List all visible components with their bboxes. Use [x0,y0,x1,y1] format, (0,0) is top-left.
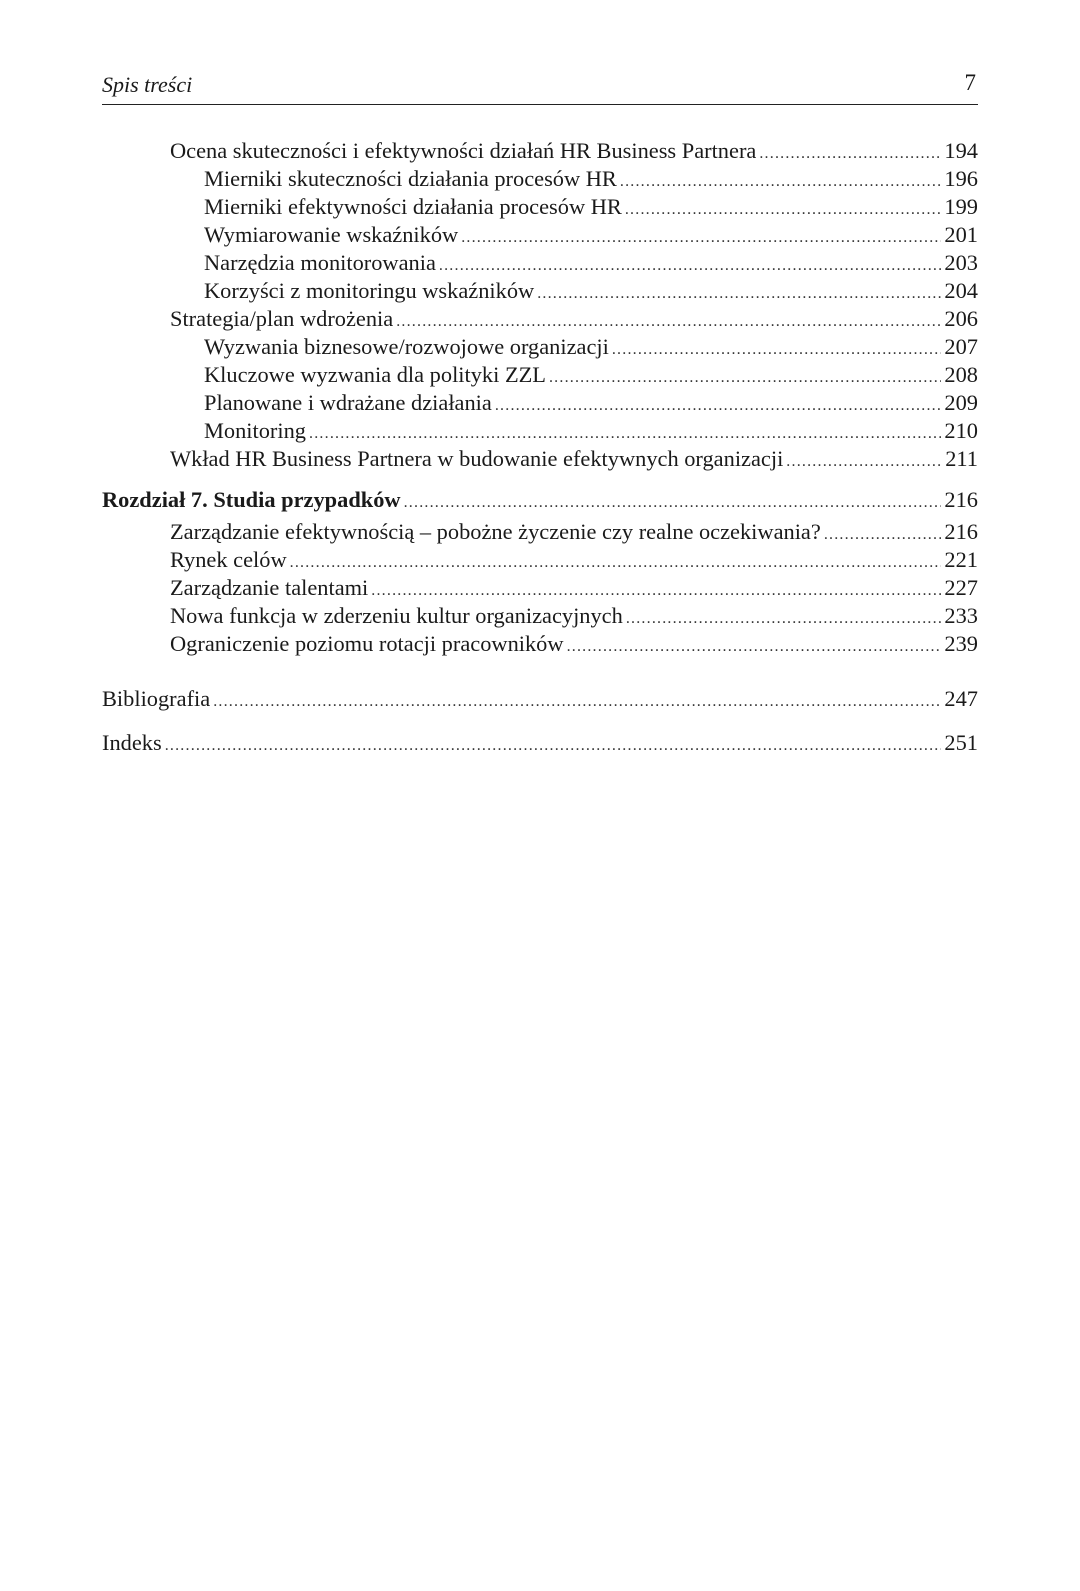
toc-entry-page: 207 [944,334,978,359]
toc-entry-label: Mierniki efektywności działania procesów HR [204,194,622,219]
toc-entry-page: 211 [945,446,978,471]
toc-backmatter-entry[interactable] [102,685,978,713]
dot-leader [537,280,941,308]
dot-leader [620,168,942,196]
toc-entry-page: 208 [944,362,978,387]
toc-entry[interactable] [170,137,978,165]
toc-entry[interactable] [204,249,978,277]
toc-entry-page: 216 [944,487,978,512]
toc-entry-label: Narzędzia monitorowania [204,250,436,275]
toc-entry-page: 227 [944,575,978,600]
toc-entry[interactable] [170,630,978,658]
toc-backmatter-entry[interactable] [102,729,978,757]
toc-entry-page: 216 [944,519,978,544]
toc-entry-page: 233 [944,603,978,628]
toc-entry-page: 204 [944,278,978,303]
dot-leader [495,392,942,420]
toc-entry-label: Zarządzanie talentami [170,575,369,600]
toc-entry-label: Rozdział 7. Studia przypadków [102,487,401,512]
toc-entry-label: Monitoring [204,418,307,443]
dot-leader [786,448,942,476]
toc-entry[interactable] [204,417,978,445]
toc-entry-label: Ocena skuteczności i efektywności działań HR Business Partnera [170,138,757,163]
toc-entry-label: Ograniczenie poziomu rotacji pracowników [170,631,564,656]
running-head [102,70,978,105]
dot-leader [396,308,941,336]
dot-leader [567,633,942,661]
dot-leader [824,521,942,549]
toc-entry[interactable] [170,602,978,630]
toc-entry[interactable] [170,305,978,333]
toc-entry-label: Strategia/plan wdrożenia [170,306,394,331]
toc-entry[interactable] [204,389,978,417]
dot-leader [165,732,942,760]
dot-leader [625,196,942,224]
toc-entry[interactable] [170,518,978,546]
dot-leader [549,364,941,392]
toc-entry[interactable] [204,165,978,193]
toc-entry-label: Wkład HR Business Partnera w budowanie efektywnych organizacji [170,446,784,471]
dot-leader [404,489,942,517]
toc-entry-page: 247 [944,686,978,711]
toc-entry-label: Wymiarowanie wskaźników [204,222,459,247]
toc-entry[interactable] [204,221,978,249]
toc-entry-page: 196 [944,166,978,191]
dot-leader [309,420,941,448]
dot-leader [626,605,942,633]
toc-entry-label: Zarządzanie efektywnością – pobożne życzenie czy realne oczekiwania? [170,519,821,544]
toc-entry-page: 199 [944,194,978,219]
toc-entry-page: 203 [944,250,978,275]
toc-entry-page: 239 [944,631,978,656]
toc-entry-page: 194 [944,138,978,163]
page-number: 7 [964,70,976,95]
toc-entry[interactable] [204,333,978,361]
toc-entry-label: Rynek celów [170,547,287,572]
dot-leader [213,688,941,716]
dot-leader [439,252,942,280]
toc-entry-label: Indeks [102,730,162,755]
toc-entry[interactable] [170,546,978,574]
toc-entry[interactable] [204,361,978,389]
toc-entry[interactable] [204,277,978,305]
toc-entry-page: 206 [944,306,978,331]
toc-entry-page: 201 [944,222,978,247]
dot-leader [759,140,941,168]
toc-entry-label: Korzyści z monitoringu wskaźników [204,278,535,303]
dot-leader [371,577,941,605]
dot-leader [461,224,941,252]
toc-entry-page: 210 [944,418,978,443]
toc-entry-page: 209 [944,390,978,415]
toc-entry-label: Planowane i wdrażane działania [204,390,492,415]
toc-entry-label: Kluczowe wyzwania dla polityki ZZL [204,362,546,387]
toc-entry[interactable] [204,193,978,221]
toc-entry[interactable] [170,574,978,602]
dot-leader [612,336,942,364]
toc-entry-page: 221 [944,547,978,572]
toc-entry-label: Nowa funkcja w zderzeniu kultur organizacyjnych [170,603,623,628]
toc-entry-label: Wyzwania biznesowe/rozwojowe organizacji [204,334,609,359]
running-head-title: Spis treści [102,72,193,97]
toc-chapter-entry[interactable] [102,486,978,514]
toc-entry-label: Bibliografia [102,686,211,711]
dot-leader [290,549,942,577]
toc-entry[interactable] [170,445,978,473]
toc-entry-page: 251 [944,730,978,755]
toc-entry-label: Mierniki skuteczności działania procesów HR [204,166,617,191]
